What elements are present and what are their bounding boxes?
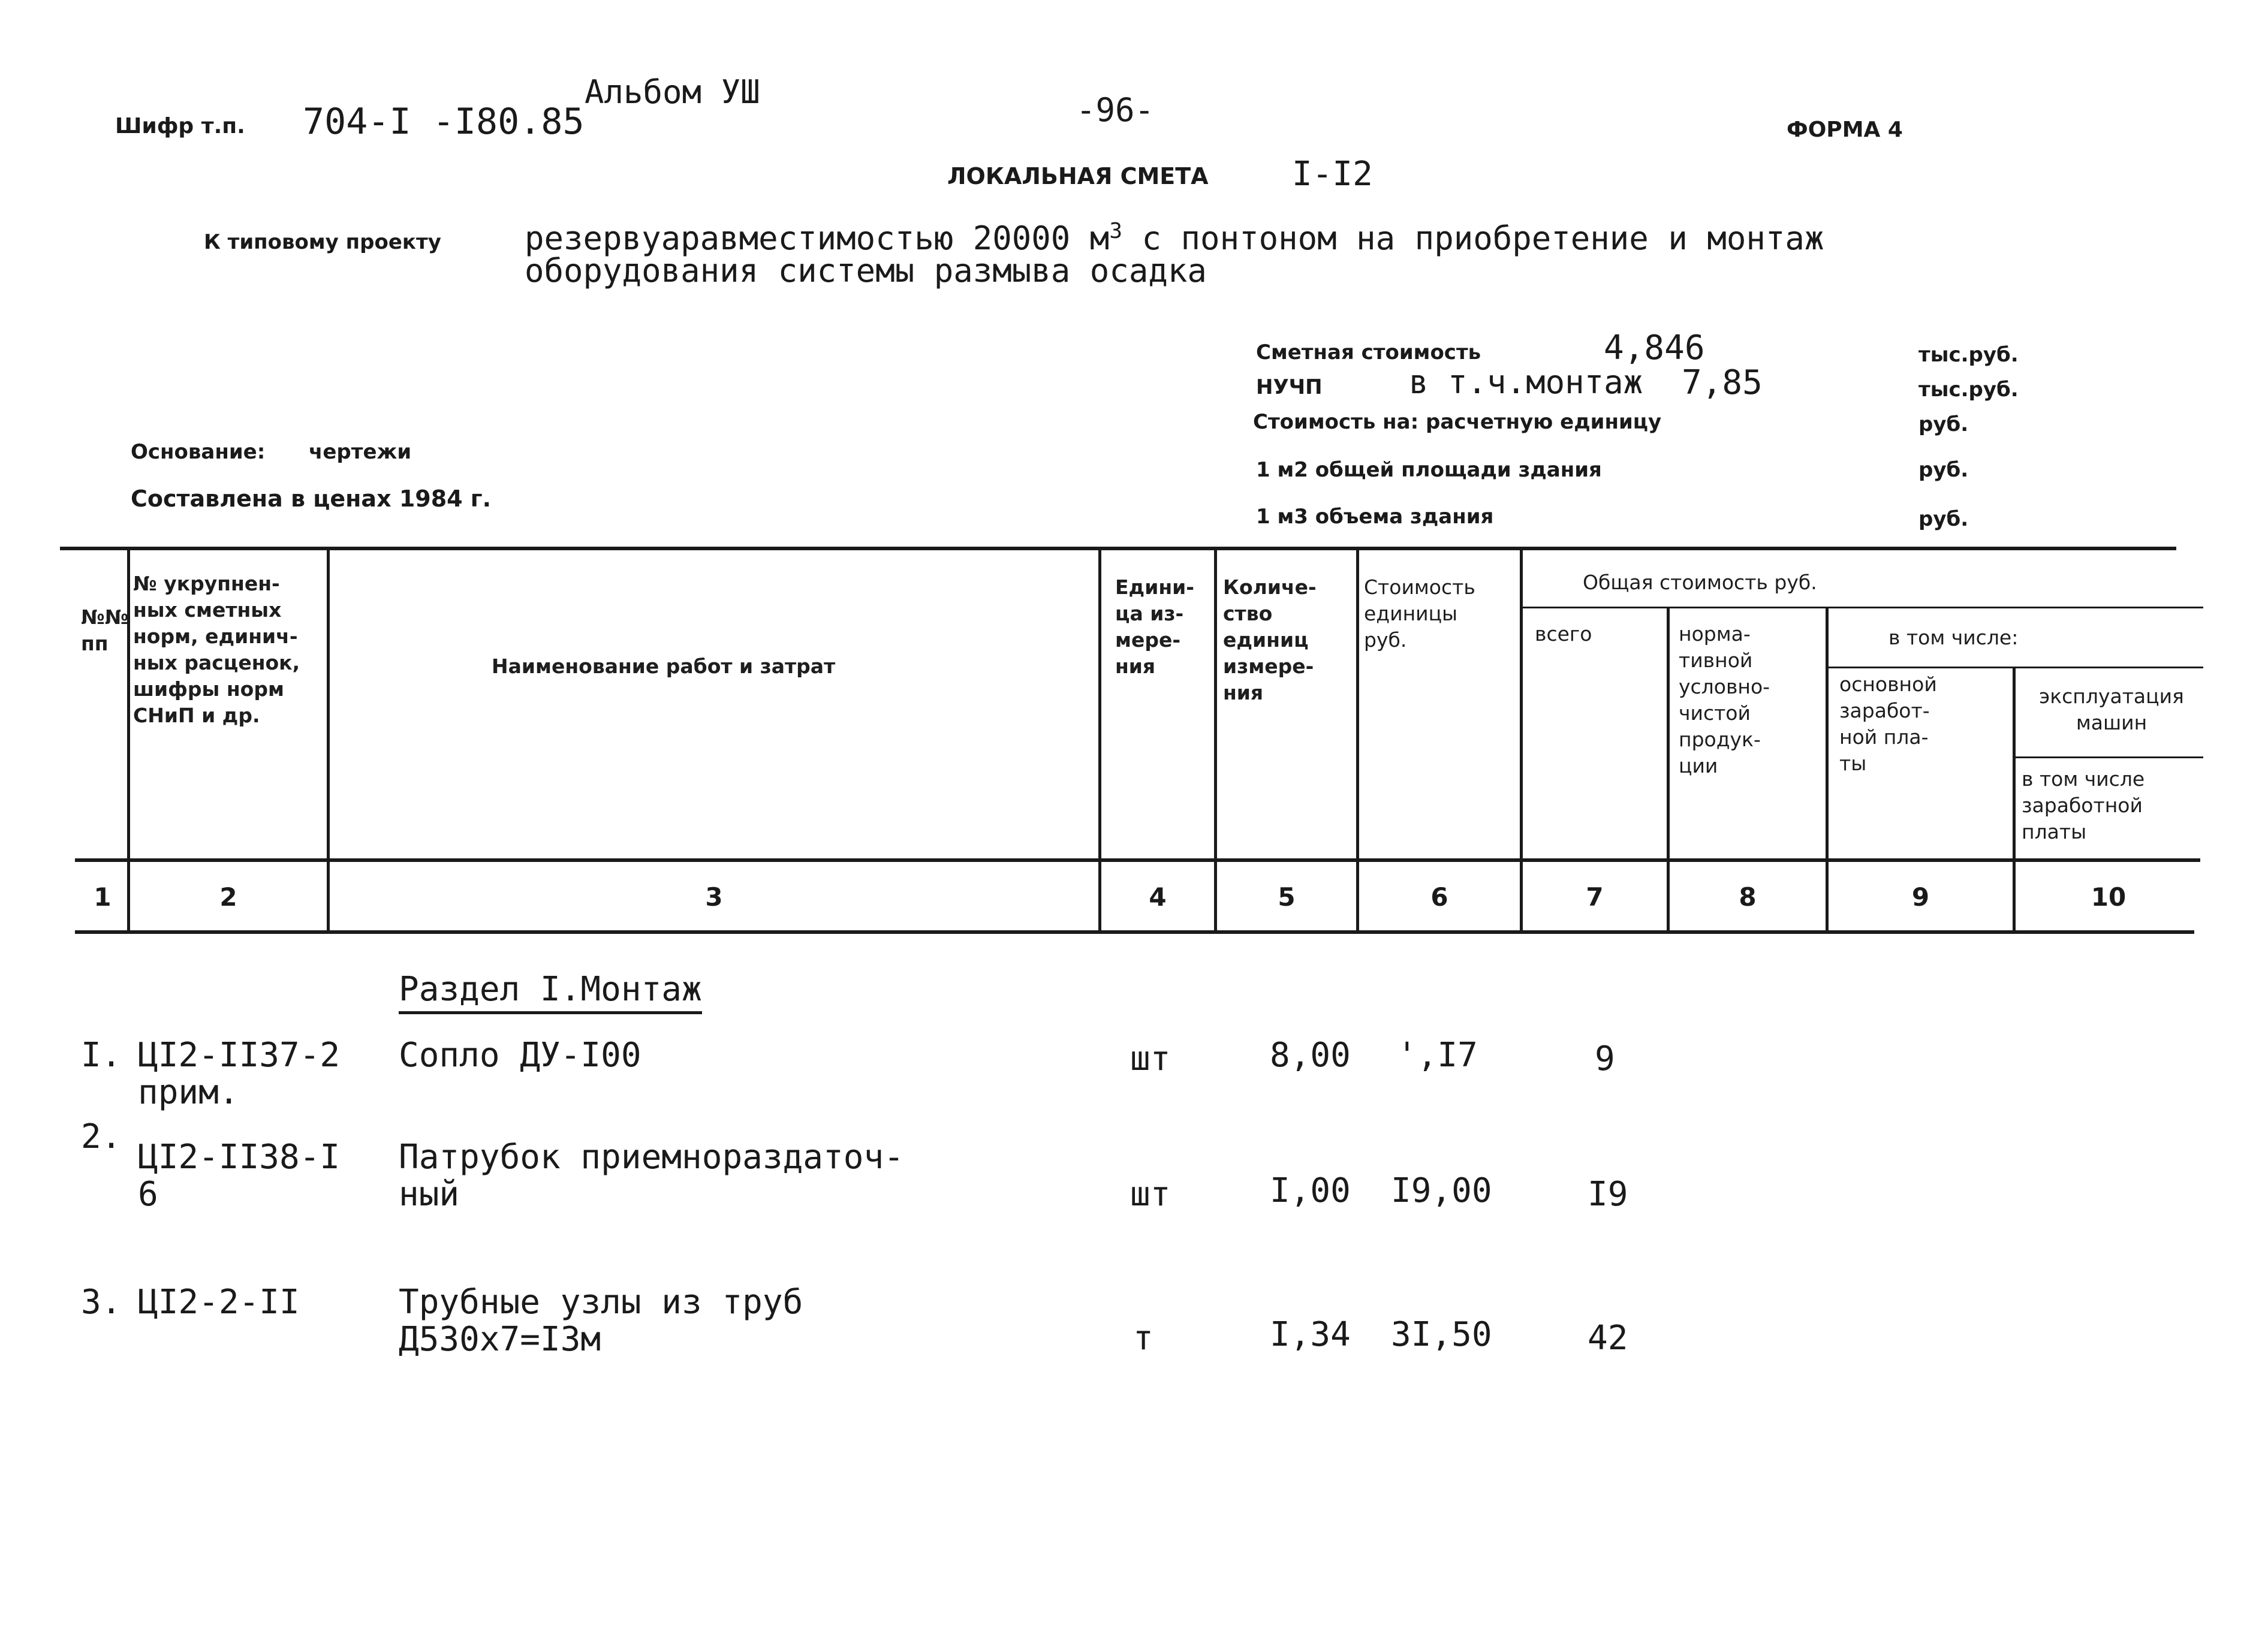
volume-unit: руб.: [1918, 507, 1969, 531]
col-header-unit: Едини- ца из- мере- ния: [1115, 575, 1194, 678]
col-header-total-group: Общая стоимость руб.: [1583, 571, 1817, 594]
estimated-cost-label: Сметная стоимость: [1256, 340, 1481, 364]
col-header-total: всего: [1535, 622, 1592, 646]
row-norm-code: ЦI2-II37-2 прим.: [138, 1036, 341, 1112]
col-number-4: 4: [1149, 882, 1167, 912]
row-norm-code: ЦI2-2-II: [138, 1283, 300, 1322]
header-machines-divider: [2014, 756, 2203, 758]
col-number-8: 8: [1739, 882, 1757, 912]
section-title: Раздел I.Монтаж: [399, 970, 702, 1014]
header-group-divider: [1520, 607, 2203, 608]
row-quantity: 8,00: [1270, 1036, 1351, 1075]
row-unit-price: I9,00: [1391, 1171, 1492, 1210]
row-number: I.: [81, 1036, 122, 1075]
col-header-normative: норма- тивной условно- чистой продук- ции: [1679, 622, 1770, 777]
cipher-label: Шифр т.п.: [115, 114, 245, 138]
unit-cost-unit: руб.: [1918, 412, 1969, 436]
row-unit-price: 3I,50: [1391, 1315, 1492, 1354]
row-work-name: Сопло ДУ-I00: [399, 1036, 641, 1075]
mounting-value: 7,85: [1682, 363, 1763, 402]
vline-4: [1214, 548, 1217, 932]
project-title-line1: резервуаравместимостью 20000 $м^3$ с понтоном на приобретение и монтаж: [525, 219, 1824, 257]
doc-number: I-I2: [1292, 155, 1373, 194]
col-number-6: 6: [1430, 882, 1448, 912]
volume-label: 1 м3 объема здания: [1256, 505, 1494, 529]
numbers-bottom-border: [75, 930, 2194, 934]
col-number-9: 9: [1911, 882, 1930, 912]
project-label: К типовому проекту: [204, 230, 441, 254]
area-unit: руб.: [1918, 458, 1969, 482]
col-header-work-name: Наименование работ и затрат: [492, 655, 836, 678]
row-total: 9: [1595, 1039, 1615, 1078]
row-unit: шт: [1130, 1039, 1171, 1078]
col-header-machines-salary: в том числе заработной платы: [2022, 767, 2145, 843]
page-number: -96-: [1076, 91, 1155, 129]
row-number: 3.: [81, 1283, 122, 1322]
row-norm-code: ЦI2-II38-I 6: [138, 1138, 341, 1214]
col-number-5: 5: [1278, 882, 1296, 912]
col-header-including: в том числе:: [1889, 626, 2019, 649]
row-unit: шт: [1130, 1175, 1171, 1214]
nuchp-label: НУЧП: [1256, 375, 1323, 399]
basis-value: чертежи: [309, 440, 412, 464]
header-bottom-border: [75, 858, 2200, 862]
col-header-unit-cost: Стоимость единицы руб.: [1364, 575, 1475, 652]
vline-3: [1098, 548, 1101, 932]
col-header-base-salary: основной заработ- ной пла- ты: [1839, 673, 1937, 775]
col-number-2: 2: [219, 882, 237, 912]
row-total: 42: [1588, 1319, 1628, 1358]
row-work-name: Трубные узлы из труб Д530х7=I3м: [399, 1283, 803, 1359]
album-label: Альбом УШ: [585, 73, 760, 111]
doc-type: ЛОКАЛЬНАЯ СМЕТА: [947, 163, 1209, 189]
row-unit: т: [1133, 1319, 1153, 1358]
row-quantity: I,00: [1270, 1171, 1351, 1210]
prices-year: Составлена в ценах 1984 г.: [131, 486, 492, 512]
mounting-unit: тыс.руб.: [1918, 378, 2019, 402]
row-unit-price: ',I7: [1397, 1036, 1478, 1075]
basis-label: Основание:: [131, 440, 266, 464]
row-number: 2.: [81, 1117, 122, 1156]
area-label: 1 м2 общей площади здания: [1256, 458, 1602, 482]
col-number-10: 10: [2091, 882, 2127, 912]
col-number-7: 7: [1586, 882, 1604, 912]
col-number-1: 1: [94, 882, 112, 912]
unit-cost-label: Стоимость на: расчетную единицу: [1253, 410, 1662, 434]
project-title-line2: оборудования системы размыва осадка: [525, 252, 1207, 290]
vline-2: [327, 548, 330, 932]
row-work-name: Патрубок приемнораздаточ- ный: [399, 1138, 904, 1214]
vline-6: [1520, 548, 1523, 932]
form-label: ФОРМА 4: [1787, 117, 1903, 142]
estimated-cost-unit: тыс.руб.: [1918, 343, 2019, 367]
mounting-label: в т.ч.монтаж: [1409, 363, 1643, 401]
col-number-3: 3: [705, 882, 723, 912]
cipher-value: 704-I -I80.85: [303, 101, 585, 143]
table-top-border: [60, 547, 2176, 550]
vline-5: [1356, 548, 1359, 932]
col-header-machines: эксплуатация машин: [2039, 685, 2184, 734]
col-header-norm-code: № укрупнен- ных сметных норм, единич- ных расценок, шифры норм СНиП и др.: [133, 572, 300, 727]
estimated-cost-value: 4,846: [1604, 328, 1705, 367]
row-quantity: I,34: [1270, 1315, 1351, 1354]
row-total: I9: [1588, 1175, 1628, 1214]
col-header-number: №№ пп: [81, 605, 129, 655]
col-header-quantity: Количе- ство единиц измере- ния: [1223, 575, 1317, 704]
